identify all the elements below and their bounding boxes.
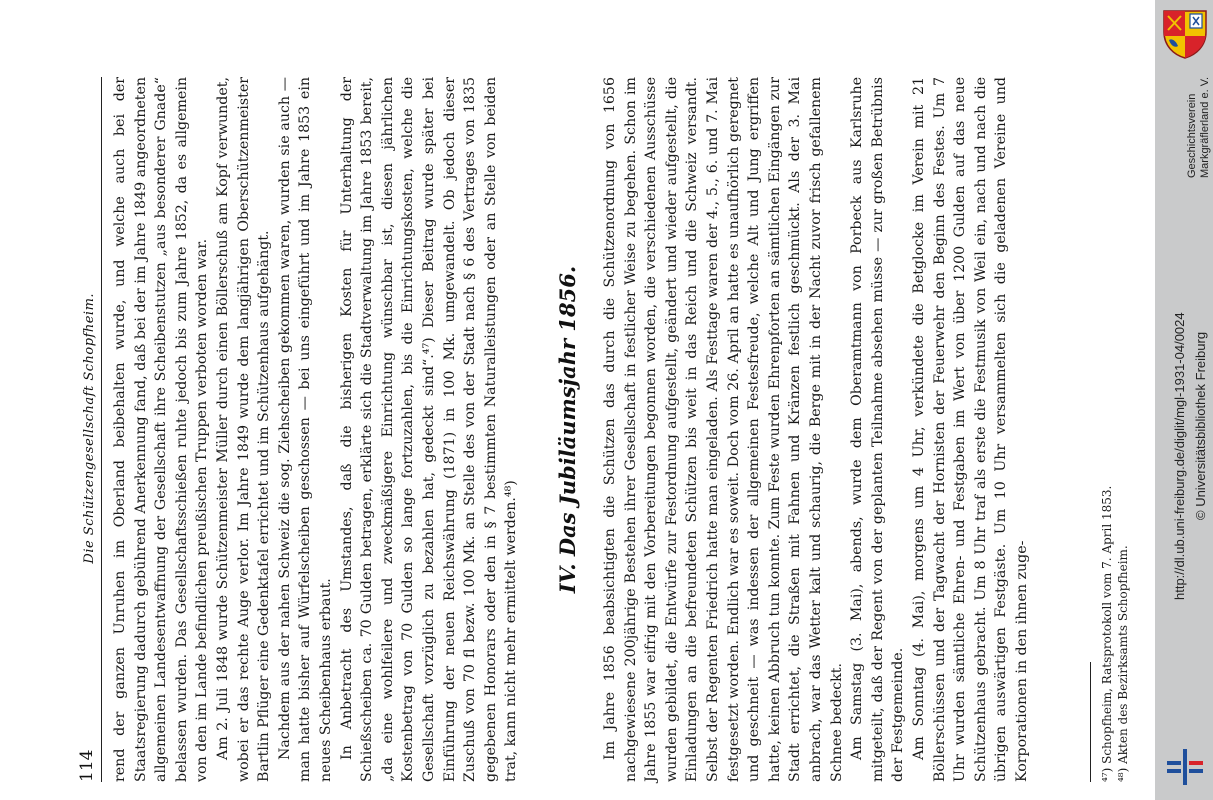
paragraph: Im Jahre 1856 beabsichtigten die Schützen das durch die Schützenordnung von 1656 nachgewiesene 200jährige Bestehen ihrer Gesellschaft in festlicher Weise zu begehen. Schon im Jahre 1855 war eifrig mit den Vorbereitungen begonnen worden, die verschiedenen Ausschüsse wurden gebildet, die Entwürfe zur Festordnung aufgestellt, geändert und wieder aufgestellt, die Einladungen an die befreundeten Schützen bis weit in das Reich und die Schweiz versandt. Selbst der Regenten Friedrich hatte man eingeladen. Als Festtage waren der 4., 5., 6. und 7. Mai festgesetzt worden. Endlich war es soweit. Doch vom 26. April an hatte es unaufhörlich geregnet und geschneit — was indessen der allgemeinen Festesfreude, welche Alt und Jung ergriffen hatte, keinen Abbruch tun konnte. Zum Feste wurden Ehrenpforten an sämtlichen Eingängen zur Stadt errichtet, die Straßen mit Fahnen und Kränzen festlich geschmückt. Als der 3. Mai anbrach, war das Wetter kalt und schaurig, die Berge mit in der Nacht zuvor frisch gefallenem Schnee bedeckt. (602, 77, 845, 782)
continuation-text (110, 77, 520, 782)
page-number: 114 (77, 749, 97, 782)
paragraph: Am 2. Juli 1848 wurde Schützenmeister Müller durch einen Böllerschuß am Kopf verwundet, wobei er das rechte Auge verlor. Im Jahre 1849 wurde dem langjährigen Oberschützenmeister Bartlin Pflüger eine Gedenktafel errichtet und im Schützenhaus aufgehängt. (214, 77, 273, 782)
org-line-1: Geschichtsverein (1186, 93, 1198, 178)
paragraph: Am Sonntag (4. Mai), morgens um 4 Uhr, verkündete die Betglocke im Verein mit 21 Böllerschüssen und der Tagwacht der Hornisten der Feuerwehr den Beginn des Festes. Um 7 Uhr wurden sämtliche Ehren- und Festgaben im Wert von über 1200 Gulden auf das neue Schützenhaus gebracht. Um 8 Uhr traf als erste die Festmusik von Weil ein, nach und nach die übrigen auswärtigen Festgäste. Um 10 Uhr versammelten sich die geladenen Vereine und Korporationen in den ihnen zuge- (910, 77, 1030, 782)
paragraph: Nachdem aus der nahen Schweiz die sog. Ziehscheiben gekommen waren, wurden sie auch — man hatte bisher auf Würfelscheiben geschossen — bei uns eingeführt und im Jahre 1853 ein neues Scheibenhaus erbaut. (276, 77, 334, 782)
footnote-rule (1090, 662, 1091, 782)
org-line-2: Markgräflerland e. V. (1199, 76, 1211, 178)
section-heading: IV. Das Jubiläumsjahr 1856. (555, 265, 580, 594)
footnote: ⁴⁸) Akten des Bezirksamts Schopfheim. (1116, 545, 1130, 782)
paragraph: In Anbetracht des Umstandes, daß die bisherigen Kosten für Unterhaltung der Schießscheiben ca. 70 Gulden betragen, erklärte sich die Stadtverwaltung im Jahre 1853 bereit, „da eine wohlfeilere und zweckmäßigere Einrichtung wünschbar ist, diesen jährlichen Kostenbetrag von 70 Gulden so lange fortzuzahlen, bis die Einrichtungskosten, welche die Gesellschaft vorzüglich zu bezahlen hat, gedeckt sind“.⁴⁷) Dieser Beitrag wurde später bei Einführung der neuen Reichswährung (1871) in 100 Mk. umgewandelt. Ob jedoch dieser Zuschuß von 70 fl bezw. 100 Mk. an Stelle des von der Stadt nach § 6 des Vertrages von 1835 gegebenen Honorars oder den in § 7 bestimmten Naturalleistungen oder an Stelle von beiden trat, kann nicht mehr ermittelt werden.⁴⁸) (338, 77, 520, 782)
permalink[interactable]: http://dl.ub.uni-freiburg.de/diglit/mgl-1931-04/0024 (1172, 312, 1187, 600)
running-title: Die Schützengesellschaft Schopfheim. (82, 292, 97, 564)
paragraph: rend der ganzen Unruhen im Oberland beibehalten wurde, und welche auch bei der Staatsregierung dadurch gebührend Anerkennung fand, daß bei der im Jahre 1849 angeordneten allgemeinen Landesentwaffnung der Gesellschaft ihre Scheibenstutzen „aus besonderer Gnade“ belassen wurden. Das Gesellschaftsschießen ruhte jedoch bis zum Jahre 1852, da es allgemein von den im Lande befindlichen preußischen Truppen verboten worden war. (112, 77, 211, 782)
paragraph: Am Samstag (3. Mai), abends, wurde dem Oberamtmann von Porbeck aus Karlsruhe mitgeteilt, daß der Regent von der geplanten Teilnahme absehen müsse — zur großen Betrübnis der Festgemeinde. (849, 77, 907, 782)
footnote: ⁴⁷) Schopfheim, Ratsprotokoll vom 7. April 1853. (1100, 485, 1114, 782)
copyright-notice: © Universitätsbibliothek Freiburg (1193, 331, 1208, 520)
running-header (72, 77, 102, 782)
library-logo-icon (1163, 745, 1207, 789)
section-body (600, 77, 1030, 782)
coat-of-arms-icon (1160, 8, 1210, 60)
